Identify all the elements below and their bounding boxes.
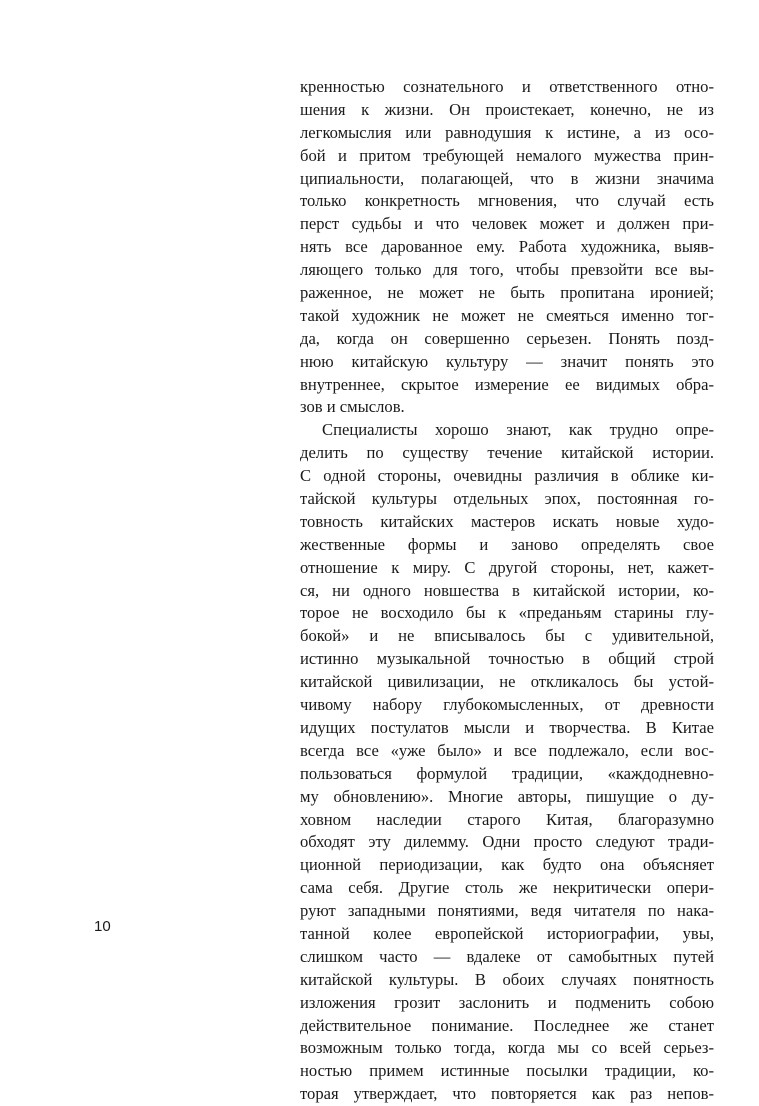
text-line: идущих постулатов мысли и творчества. В Китае — [300, 717, 714, 737]
text-line: торая утверждает, что повторяется как раз непов- — [300, 1084, 714, 1104]
text-line: бой и притом требующей немалого мужества прин- — [300, 145, 714, 165]
text-line: му обновлению». Многие авторы, пишущие о ду- — [300, 786, 714, 806]
paragraph — [300, 419, 714, 1106]
text-line: торое не восходило бы к «преданьям старины глу- — [300, 603, 714, 623]
text-line: нять все дарованное ему. Работа художника, выяв- — [300, 237, 714, 257]
text-line: китайской культуры. В обоих случаях понятность — [300, 969, 714, 989]
text-line: товность китайских мастеров искать новые худо- — [300, 511, 714, 531]
text-line: только конкретность мгновения, что случай есть — [300, 191, 714, 211]
text-line: чивому набору глубокомысленных, от древности — [300, 695, 714, 715]
body-text — [300, 76, 714, 1106]
text-line: отношение к миру. С другой стороны, нет, кажет- — [300, 557, 714, 577]
text-line: Специалисты хорошо знают, как трудно опре- — [322, 420, 714, 440]
text-line: ляющего только для того, чтобы превзойти все вы- — [300, 260, 714, 280]
text-line: действительное понимание. Последнее же станет — [300, 1015, 714, 1035]
text-line: тайской культуры отдельных эпох, постоянная го- — [300, 489, 714, 509]
text-line: кренностью сознательного и ответственного отно- — [300, 77, 714, 96]
text-line: китайской цивилизации, не откликалось бы устой- — [300, 672, 714, 692]
text-line: истинно музыкальной точностью в общий строй — [300, 649, 714, 669]
text-line: обходят эту дилемму. Одни просто следуют тради- — [300, 832, 714, 852]
text-line: танной колее европейской историографии, увы, — [300, 923, 714, 943]
text-line: жественные формы и заново определять свое — [300, 534, 714, 554]
text-line: ципиальности, полагающей, что в жизни значима — [300, 168, 714, 188]
text-line: легкомыслия или равнодушия к истине, а из осо- — [300, 122, 714, 142]
text-line: бокой» и не вписывалось бы с удивительной, — [300, 626, 714, 646]
text-line: внутреннее, скрытое измерение ее видимых обра- — [300, 374, 714, 394]
text-line: слишком часто — вдалеке от самобытных путей — [300, 946, 714, 966]
page-number: 10 — [94, 918, 111, 935]
text-line: раженное, не может не быть пропитана иронией; — [300, 283, 714, 303]
text-line: ционной периодизации, как будто она объясняет — [300, 855, 714, 875]
text-line: шения к жизни. Он проистекает, конечно, не из — [300, 99, 714, 119]
text-line: ностью примем истинные посылки традиции, ко- — [300, 1061, 714, 1081]
text-line: всегда все «уже было» и все подлежало, если вос- — [300, 740, 714, 760]
text-line: делить по существу течение китайской истории. — [300, 443, 714, 463]
text-line: перст судьбы и что человек может и должен при- — [300, 214, 714, 234]
text-line: руют западными понятиями, ведя читателя по нака- — [300, 901, 714, 921]
paragraph — [300, 76, 714, 419]
text-line: изложения грозит заслонить и подменить собою — [300, 992, 714, 1012]
text-line: да, когда он совершенно серьезен. Понять позд- — [300, 328, 714, 348]
text-line: такой художник не может не смеяться именно тог- — [300, 305, 714, 325]
text-line: ся, ни одного новшества в китайской истории, ко- — [300, 580, 714, 600]
text-line: нюю китайскую культуру — значит понять это — [300, 351, 714, 371]
text-line: ховном наследии старого Китая, благоразумно — [300, 809, 714, 829]
text-line: зов и смыслов. — [300, 397, 405, 417]
text-line: сама себя. Другие столь же некритически опери- — [300, 878, 714, 898]
text-line: С одной стороны, очевидны различия в облике ки- — [300, 466, 714, 486]
text-line: возможным только тогда, когда мы со всей серьез- — [300, 1038, 714, 1058]
text-line: пользоваться формулой традиции, «каждодневно- — [300, 763, 714, 783]
